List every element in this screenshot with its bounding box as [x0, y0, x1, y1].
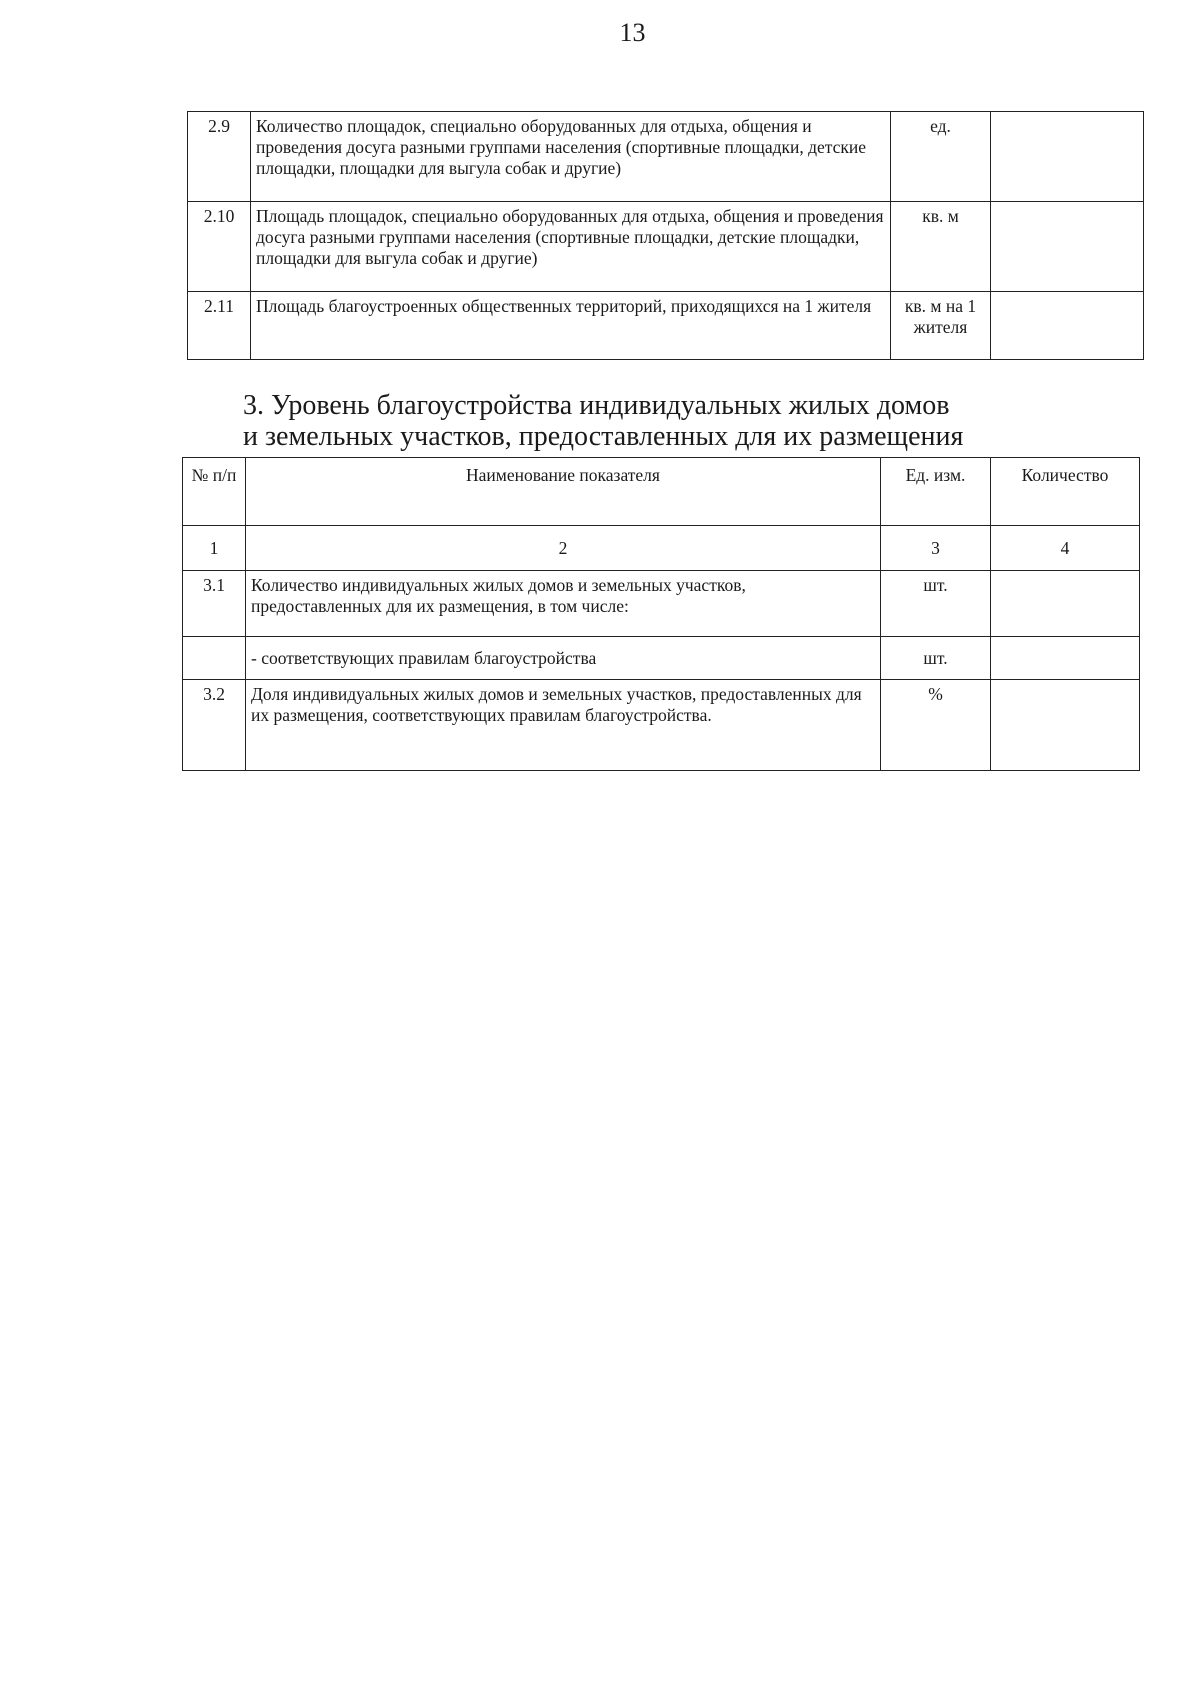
column-number: 4	[991, 526, 1140, 571]
header-name: Наименование показателя	[246, 458, 881, 526]
indicator-name: Количество индивидуальных жилых домов и земельных участков, предоставленных для их размещения, в том числе:	[246, 571, 881, 637]
indicator-name: Количество площадок, специально оборудованных для отдыха, общения и проведения досуга разными группами населения (спортивные площадки, детские площадки, площадки для выгула собак и другие)	[251, 112, 891, 202]
column-number: 3	[881, 526, 991, 571]
row-number: 2.9	[188, 112, 251, 202]
header-num: № п/п	[183, 458, 246, 526]
column-number: 2	[246, 526, 881, 571]
unit-cell: шт.	[881, 571, 991, 637]
indicator-name: Площадь благоустроенных общественных территорий, приходящихся на 1 жителя	[251, 292, 891, 360]
table-row	[183, 680, 1140, 771]
column-numbers-row	[183, 526, 1140, 571]
page-number: 13	[619, 18, 646, 47]
quantity-cell	[991, 637, 1140, 680]
row-number: 3.1	[183, 571, 246, 637]
table-row	[188, 112, 1144, 202]
quantity-cell	[991, 571, 1140, 637]
table-row	[188, 292, 1144, 360]
unit-cell: шт.	[881, 637, 991, 680]
unit-cell: ед.	[891, 112, 991, 202]
row-number: 2.11	[188, 292, 251, 360]
section-3-table	[182, 457, 1140, 771]
header-quantity: Количество	[991, 458, 1140, 526]
section-3-heading-line-1: 3. Уровень благоустройства индивидуальных жилых домов	[243, 390, 950, 421]
unit-cell: %	[881, 680, 991, 771]
unit-cell: кв. м	[891, 202, 991, 292]
section-3-heading-line-2: и земельных участков, предоставленных для их размещения	[243, 421, 964, 452]
row-number	[183, 637, 246, 680]
quantity-cell	[991, 292, 1144, 360]
table-row	[188, 202, 1144, 292]
header-unit: Ед. изм.	[881, 458, 991, 526]
indicators-table-continued	[187, 111, 1144, 360]
row-number: 3.2	[183, 680, 246, 771]
row-number: 2.10	[188, 202, 251, 292]
section-3-heading	[243, 390, 1043, 452]
indicator-name: Доля индивидуальных жилых домов и земельных участков, предоставленных для их размещения, соответствующих правилам благоустройства.	[246, 680, 881, 771]
header-row	[183, 458, 1140, 526]
table-row	[183, 637, 1140, 680]
quantity-cell	[991, 112, 1144, 202]
column-number: 1	[183, 526, 246, 571]
quantity-cell	[991, 202, 1144, 292]
indicator-name: Площадь площадок, специально оборудованных для отдыха, общения и проведения досуга разными группами населения (спортивные площадки, детские площадки, площадки для выгула собак и другие)	[251, 202, 891, 292]
unit-cell: кв. м на 1 жителя	[891, 292, 991, 360]
indicator-name: - соответствующих правилам благоустройства	[246, 637, 881, 680]
quantity-cell	[991, 680, 1140, 771]
table-row	[183, 571, 1140, 637]
